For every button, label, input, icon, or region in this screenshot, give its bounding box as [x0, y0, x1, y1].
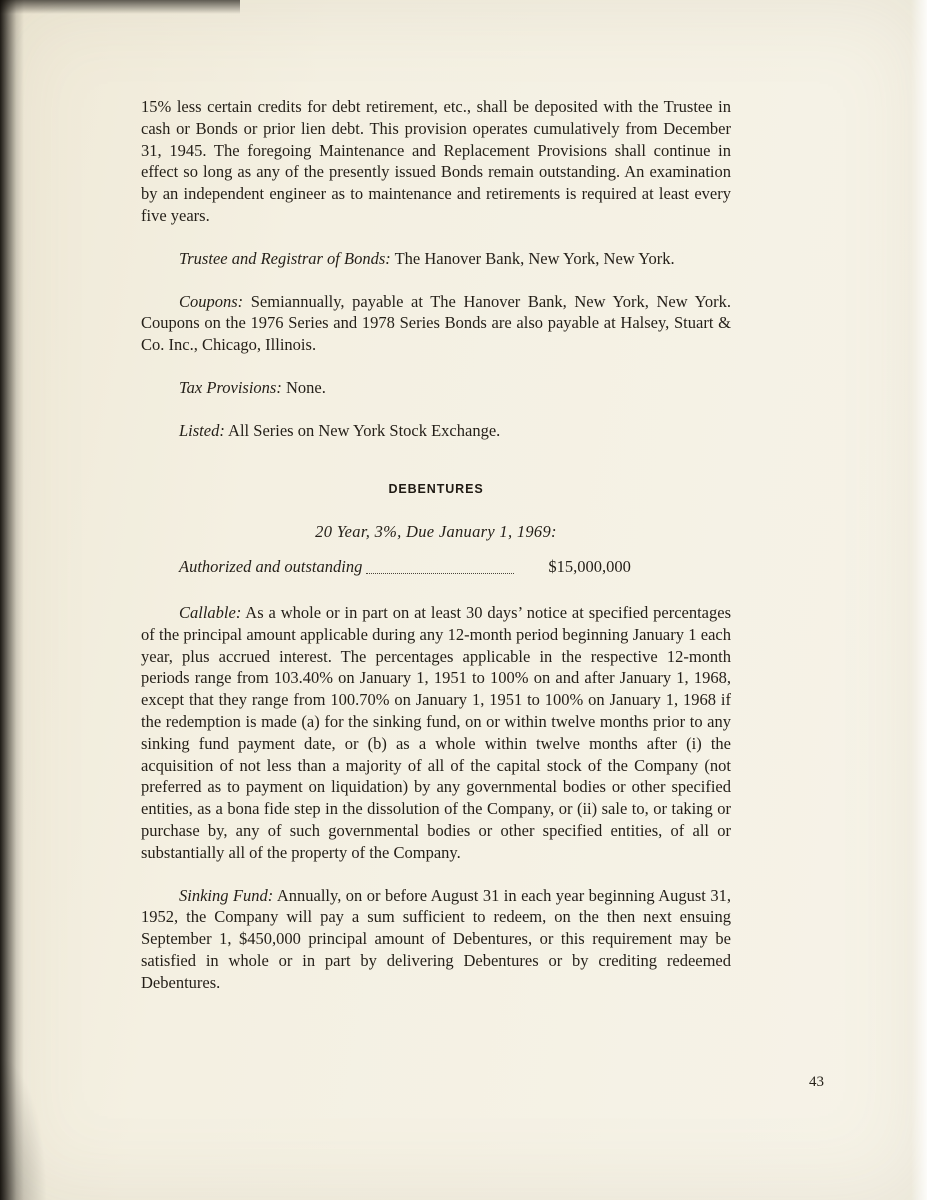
- trustee-label: Trustee and Registrar of Bonds:: [179, 248, 391, 268]
- paragraph-maintenance-provisions: [141, 96, 731, 227]
- paragraph-coupons: [141, 291, 731, 356]
- listed-text: All Series on New York Stock Exchange.: [224, 420, 501, 440]
- paragraph-tax-provisions: [141, 377, 731, 399]
- dotted-leader: [366, 573, 514, 574]
- coupons-text: Semiannually, payable at The Hanover Bank, New York, New York. Coupons on the 1976 Series and 1978 Series Bonds are also payable at Halsey, Stuart & Co. Inc., Chicago, Illinois.: [141, 291, 731, 355]
- listed-label: Listed:: [179, 420, 225, 440]
- debentures-subheading: 20 Year, 3%, Due January 1, 1969:: [315, 522, 557, 542]
- authorized-label: Authorized and outstanding: [179, 557, 363, 577]
- tax-provisions-text: None.: [281, 377, 326, 397]
- sinking-fund-text: Annually, on or before August 31 in each year beginning August 31, 1952, the Company will pay a sum sufficient to redeem, on the then next ensuing September 1, $450,000 principal amount of Debentures, or this requirement may be satisfied in whole or in part by delivering Debentures or by crediting redeemed Debentures.: [141, 885, 731, 992]
- maintenance-text: 15% less certain credits for debt retirement, etc., shall be deposited with the Trustee in cash or Bonds or prior lien debt. This provision operates cumulatively from December 31, 1945. The foregoing Maintenance and Replacement Provisions shall continue in effect so long as any of the presently issued Bonds remain outstanding. An examination by an independent engineer as to maintenance and retirements is required at least every five years.: [141, 97, 731, 225]
- paragraph-trustee: [141, 248, 731, 270]
- callable-label: Callable:: [179, 602, 242, 622]
- page-number: 43: [809, 1074, 824, 1090]
- paragraph-sinking-fund: [141, 885, 731, 994]
- trustee-text: The Hanover Bank, New York, New York.: [390, 248, 675, 268]
- authorized-value: $15,000,000: [548, 557, 631, 577]
- debentures-heading: DEBENTURES: [388, 481, 484, 496]
- tax-provisions-label: Tax Provisions:: [179, 377, 282, 397]
- coupons-label: Coupons:: [179, 291, 244, 311]
- sinking-fund-label: Sinking Fund:: [179, 885, 274, 905]
- callable-text: As a whole or in part on at least 30 days’ notice at specified percentages of the principal amount applicable during any 12-month period beginning January 1 each year, plus accrued interest. The percentages applicable in the respective 12-month periods range from 103.40% on January 1, 1951 to 100% on and after January 1, 1968, except that they range from 100.70% on January 1, 1951 to 100% on January 1, 1968 if the redemption is made (a) for the sinking fund, on or within twelve months prior to any sinking fund payment date, or (b) as a whole within twelve months after (i) the acquisition of not less than a majority of all of the capital stock of the Company (not preferred as to payment on liquidation) by any governmental bodies or other specified entities, as a bona fide step in the dissolution of the Company, or (ii) sale to, or taking or purchase by, any of such governmental bodies or other specified entities, of all or substantially all of the property of the Company.: [141, 602, 731, 862]
- authorized-outstanding-row: [141, 556, 731, 578]
- paragraph-callable: [141, 602, 731, 864]
- paragraph-listed: [141, 420, 731, 442]
